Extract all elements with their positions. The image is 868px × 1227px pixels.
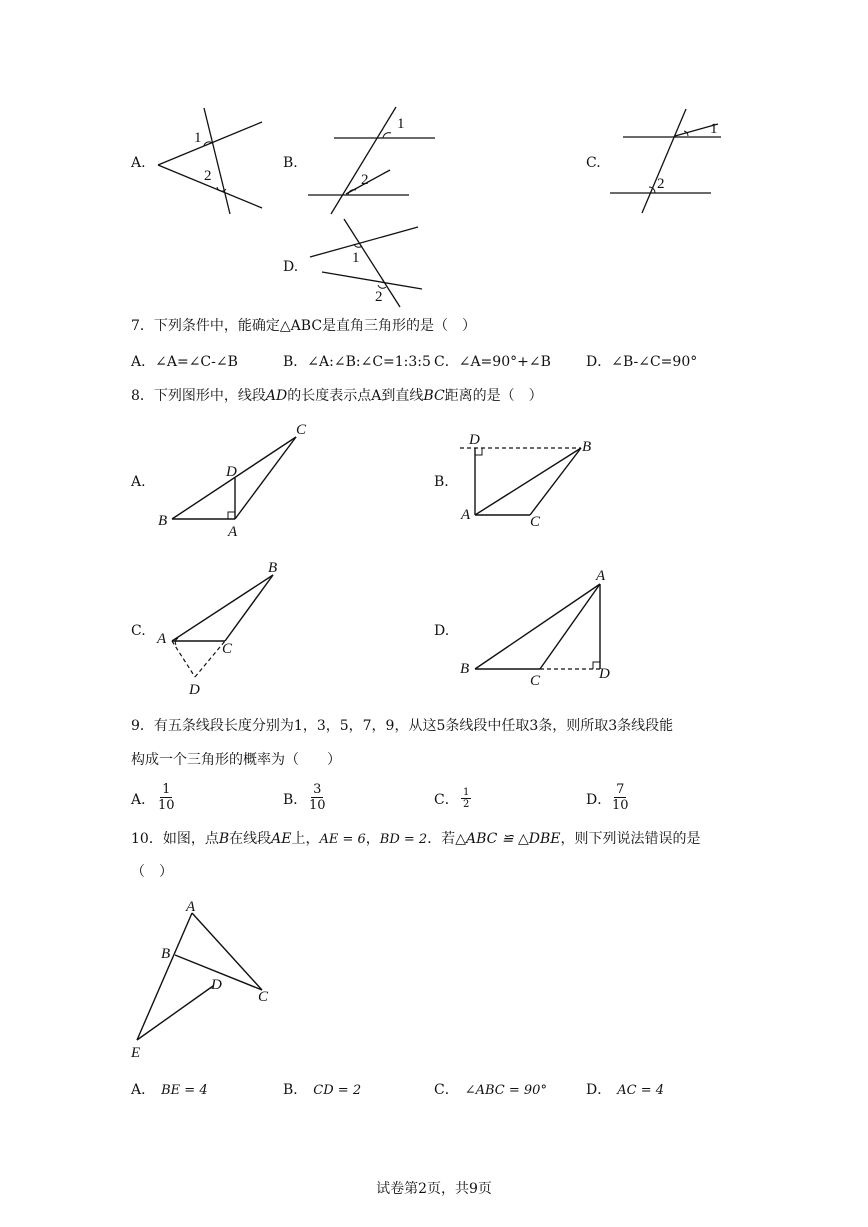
q6-option-a-letter: A. bbox=[131, 155, 146, 171]
q7-option-d-text: ∠B-∠C=90° bbox=[611, 354, 698, 370]
q9-option-a-den: 10 bbox=[158, 798, 175, 813]
q8-stem-post: 距离的是（ ） bbox=[444, 388, 543, 404]
q8-b-point-c: C bbox=[530, 514, 541, 530]
q10-option-a-text: BE = 4 bbox=[161, 1083, 208, 1098]
q10-stem-eq1: AE = 6 bbox=[319, 832, 366, 847]
q10-point-e: E bbox=[131, 1045, 141, 1061]
q6-a-angle-1: 1 bbox=[194, 130, 202, 146]
q8-c-point-a: A bbox=[157, 631, 167, 647]
q6-b-angle-2: 2 bbox=[361, 172, 369, 188]
q9-option-c-den: 2 bbox=[463, 799, 470, 810]
q10-stem-eq2: BD = 2 bbox=[379, 832, 428, 847]
q7-option-a-text: ∠A=∠C-∠B bbox=[155, 354, 238, 370]
q10-stem-a: 在线段 bbox=[229, 831, 272, 847]
q10-stem-pre: 10．如图，点 bbox=[131, 831, 219, 847]
q8-c-point-c: C bbox=[222, 641, 233, 657]
q10-option-c-text: ∠ABC = 90° bbox=[464, 1083, 547, 1098]
q8-option-b-letter: B. bbox=[434, 474, 449, 490]
q8-option-c-letter: C. bbox=[131, 623, 146, 639]
q10-stem-seg-ae: AE bbox=[271, 831, 292, 847]
q7-option-a-letter: A． bbox=[131, 354, 156, 370]
q9-option-d-letter: D． bbox=[586, 792, 612, 808]
q10-option-a-letter: A． bbox=[131, 1082, 156, 1098]
q8-a-point-c: C bbox=[296, 422, 307, 438]
q8-d-point-c: C bbox=[530, 673, 541, 689]
q6-option-d-letter: D. bbox=[283, 259, 299, 275]
q10-option-d bbox=[586, 1080, 664, 1101]
q7-option-c-letter: C． bbox=[434, 354, 459, 370]
q10-point-a: A bbox=[186, 899, 196, 915]
q10-option-c-letter: C． bbox=[434, 1082, 459, 1098]
q8-b-point-b: B bbox=[582, 439, 592, 455]
q10-stem-point-b: B bbox=[218, 831, 230, 847]
q6-b-angle-1: 1 bbox=[397, 116, 405, 132]
q9-option-a-letter: A． bbox=[131, 792, 156, 808]
q6-a-angle-2: 2 bbox=[204, 168, 212, 184]
q9-option-d-num: 7 bbox=[616, 782, 625, 797]
q6-d-angle-2: 2 bbox=[375, 289, 383, 305]
q9-option-b-letter: B． bbox=[283, 792, 308, 808]
q9-option-d-den: 10 bbox=[612, 798, 629, 813]
q9-option-c-letter: C． bbox=[434, 792, 459, 808]
q10-option-a bbox=[131, 1080, 208, 1101]
q10-stem-sep1: ， bbox=[365, 831, 380, 847]
q10-option-c bbox=[434, 1080, 547, 1101]
q9-stem-line2: 构成一个三角形的概率为（ ） bbox=[131, 752, 341, 768]
q8-stem-seg: AD bbox=[265, 388, 288, 404]
q6-option-b-letter: B. bbox=[283, 155, 298, 171]
q10-option-b-letter: B． bbox=[283, 1082, 308, 1098]
q8-option-a-letter: A. bbox=[131, 474, 146, 490]
q8-a-point-a: A bbox=[228, 524, 238, 540]
q10-stem-congruence: △ABC ≌ △DBE bbox=[455, 831, 561, 847]
q10-stem-b: 上， bbox=[291, 831, 320, 847]
q6-option-c-letter: C. bbox=[586, 155, 601, 171]
q10-stem-d: ，则下列说法错误的是 bbox=[560, 831, 701, 847]
q7-option-b-letter: B． bbox=[283, 354, 308, 370]
q6-c-angle-1: 1 bbox=[710, 121, 718, 137]
q6-d-angle-1: 1 bbox=[352, 250, 360, 266]
q8-stem-pre: 8．下列图形中，线段 bbox=[131, 388, 266, 404]
q8-stem-mid: 的长度表示点A到直线 bbox=[287, 388, 424, 404]
q10-option-d-text: AC = 4 bbox=[617, 1083, 664, 1098]
q8-b-point-a: A bbox=[461, 507, 471, 523]
q9-stem-line1: 9．有五条线段长度分别为1，3，5，7，9，从这5条线段中任取3条，则所取3条线段能 bbox=[131, 718, 674, 734]
q9-option-c-num: 1 bbox=[463, 787, 470, 798]
q7-stem: 7．下列条件中，能确定△ABC是直角三角形的是（ ） bbox=[131, 318, 477, 334]
q9-option-b-num: 3 bbox=[313, 782, 322, 797]
q8-c-point-d: D bbox=[189, 682, 200, 698]
q9-option-b-den: 10 bbox=[309, 798, 326, 813]
q8-a-point-d: D bbox=[226, 464, 237, 480]
q10-option-d-letter: D． bbox=[586, 1082, 612, 1098]
q8-option-d-letter: D. bbox=[434, 623, 450, 639]
q8-d-point-b: B bbox=[460, 661, 470, 677]
q7-option-d-letter: D． bbox=[586, 354, 612, 370]
q7-option-b-text: ∠A:∠B:∠C=1:3:5 bbox=[307, 354, 431, 370]
q10-option-b bbox=[283, 1080, 361, 1101]
q8-b-point-d: D bbox=[469, 432, 480, 448]
q10-point-d: D bbox=[211, 977, 222, 993]
q8-stem-line: BC bbox=[423, 388, 445, 404]
q10-point-b: B bbox=[161, 946, 171, 962]
q8-d-point-a: A bbox=[596, 568, 606, 584]
q9-option-a-num: 1 bbox=[162, 782, 171, 797]
q10-option-b-text: CD = 2 bbox=[313, 1083, 362, 1098]
q8-c-point-b: B bbox=[268, 560, 278, 576]
q7-option-c-text: ∠A=90°+∠B bbox=[458, 354, 551, 370]
q10-stem-paren: （ ） bbox=[131, 864, 173, 880]
q8-d-point-d: D bbox=[599, 666, 610, 682]
page-footer: 试卷第2页，共9页 bbox=[376, 1181, 492, 1197]
q10-stem-c: ．若 bbox=[427, 831, 456, 847]
q8-a-point-b: B bbox=[158, 513, 168, 529]
q10-point-c: C bbox=[258, 989, 269, 1005]
q6-c-angle-2: 2 bbox=[657, 176, 665, 192]
